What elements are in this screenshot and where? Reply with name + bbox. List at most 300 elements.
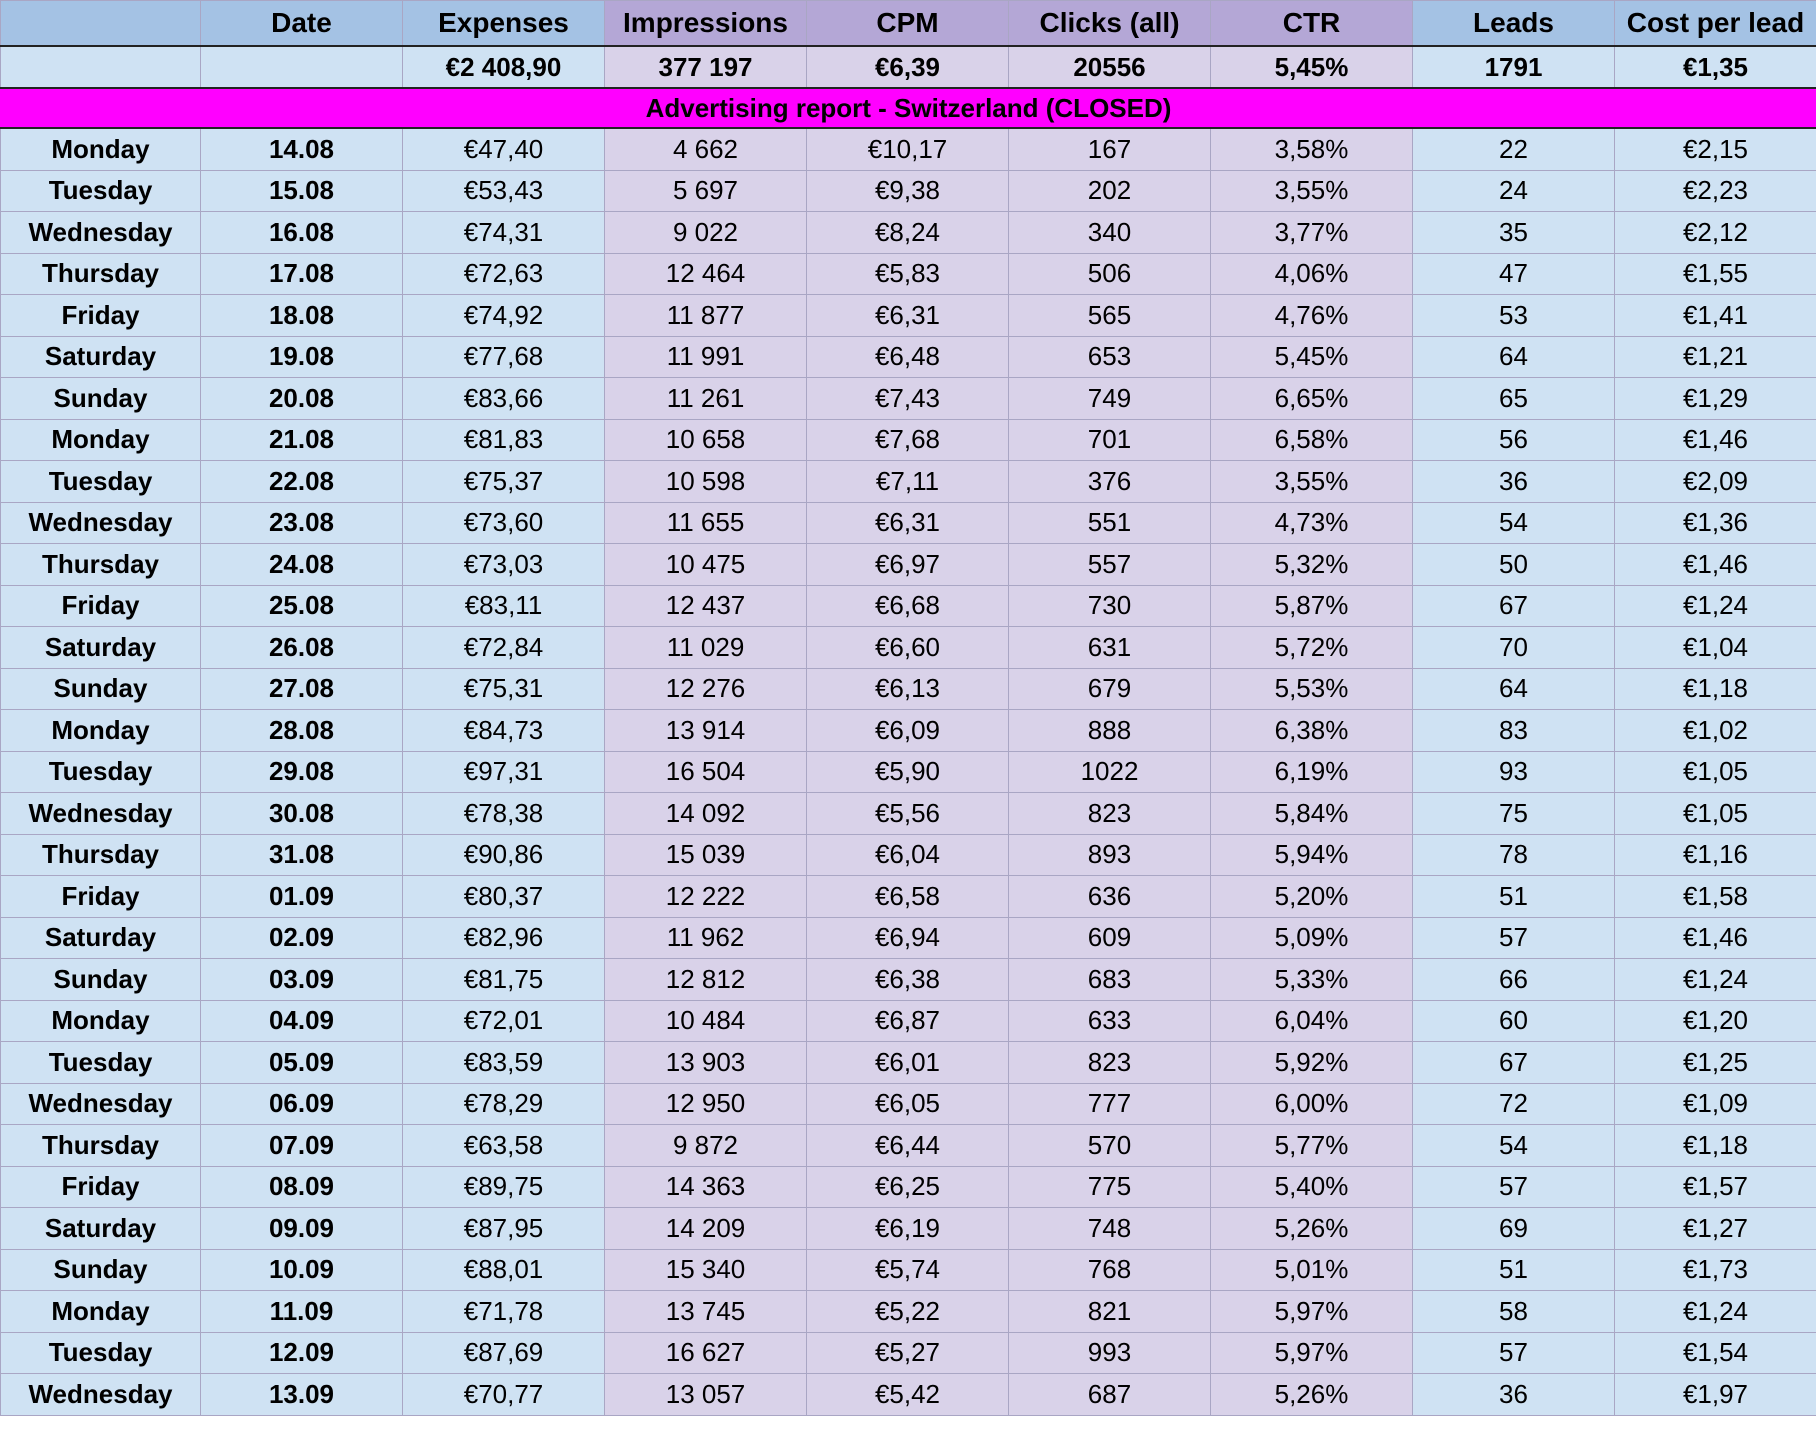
cell-day[interactable]: Wednesday [1, 212, 201, 254]
cell-impressions[interactable]: 14 209 [605, 1208, 807, 1250]
cell-cost-per-lead[interactable]: €1,09 [1615, 1083, 1816, 1125]
cell-cpm[interactable]: €7,11 [807, 461, 1009, 503]
cell-leads[interactable]: 51 [1413, 876, 1615, 918]
cell-leads[interactable]: 64 [1413, 336, 1615, 378]
cell-ctr[interactable]: 5,87% [1211, 585, 1413, 627]
cell-leads[interactable]: 78 [1413, 834, 1615, 876]
cell-cpm[interactable]: €6,38 [807, 959, 1009, 1001]
cell-cost-per-lead[interactable]: €1,04 [1615, 627, 1816, 669]
cell-day[interactable]: Sunday [1, 959, 201, 1001]
total-cell-cost-per-lead[interactable]: €1,35 [1615, 46, 1816, 88]
cell-clicks[interactable]: 888 [1009, 710, 1211, 752]
cell-date[interactable]: 15.08 [201, 170, 403, 212]
cell-clicks[interactable]: 551 [1009, 502, 1211, 544]
cell-ctr[interactable]: 5,01% [1211, 1249, 1413, 1291]
cell-cpm[interactable]: €5,83 [807, 253, 1009, 295]
cell-cost-per-lead[interactable]: €1,54 [1615, 1332, 1816, 1374]
cell-day[interactable]: Monday [1, 419, 201, 461]
header-cell-day[interactable] [1, 1, 201, 47]
cell-cost-per-lead[interactable]: €1,16 [1615, 834, 1816, 876]
cell-impressions[interactable]: 9 872 [605, 1125, 807, 1167]
cell-clicks[interactable]: 821 [1009, 1291, 1211, 1333]
cell-impressions[interactable]: 11 655 [605, 502, 807, 544]
cell-expenses[interactable]: €71,78 [403, 1291, 605, 1333]
cell-clicks[interactable]: 823 [1009, 793, 1211, 835]
cell-impressions[interactable]: 11 029 [605, 627, 807, 669]
cell-expenses[interactable]: €83,59 [403, 1042, 605, 1084]
cell-clicks[interactable]: 768 [1009, 1249, 1211, 1291]
cell-day[interactable]: Sunday [1, 1249, 201, 1291]
cell-cpm[interactable]: €6,31 [807, 502, 1009, 544]
cell-leads[interactable]: 57 [1413, 1166, 1615, 1208]
cell-clicks[interactable]: 202 [1009, 170, 1211, 212]
cell-cost-per-lead[interactable]: €1,24 [1615, 1291, 1816, 1333]
cell-impressions[interactable]: 10 484 [605, 1000, 807, 1042]
cell-cpm[interactable]: €5,42 [807, 1374, 1009, 1416]
cell-day[interactable]: Monday [1, 1291, 201, 1333]
header-cell-cpm[interactable]: CPM [807, 1, 1009, 47]
total-cell-date[interactable] [201, 46, 403, 88]
cell-date[interactable]: 22.08 [201, 461, 403, 503]
cell-day[interactable]: Thursday [1, 1125, 201, 1167]
cell-ctr[interactable]: 5,45% [1211, 336, 1413, 378]
cell-ctr[interactable]: 5,53% [1211, 668, 1413, 710]
cell-ctr[interactable]: 6,04% [1211, 1000, 1413, 1042]
cell-expenses[interactable]: €72,84 [403, 627, 605, 669]
cell-day[interactable]: Tuesday [1, 461, 201, 503]
cell-ctr[interactable]: 3,58% [1211, 128, 1413, 170]
cell-impressions[interactable]: 11 261 [605, 378, 807, 420]
cell-cpm[interactable]: €5,22 [807, 1291, 1009, 1333]
cell-date[interactable]: 12.09 [201, 1332, 403, 1374]
cell-cpm[interactable]: €7,68 [807, 419, 1009, 461]
cell-day[interactable]: Friday [1, 585, 201, 627]
table-row [1, 1249, 1816, 1291]
total-cell-impressions[interactable]: 377 197 [605, 46, 807, 88]
cell-cpm[interactable]: €6,48 [807, 336, 1009, 378]
cell-day[interactable]: Thursday [1, 544, 201, 586]
total-cell-cpm[interactable]: €6,39 [807, 46, 1009, 88]
cell-cost-per-lead[interactable]: €1,41 [1615, 295, 1816, 337]
cell-cost-per-lead[interactable]: €1,97 [1615, 1374, 1816, 1416]
cell-cpm[interactable]: €6,87 [807, 1000, 1009, 1042]
cell-day[interactable]: Wednesday [1, 793, 201, 835]
cell-day[interactable]: Tuesday [1, 1042, 201, 1084]
cell-ctr[interactable]: 5,97% [1211, 1291, 1413, 1333]
cell-expenses[interactable]: €90,86 [403, 834, 605, 876]
cell-cpm[interactable]: €6,60 [807, 627, 1009, 669]
cell-expenses[interactable]: €80,37 [403, 876, 605, 918]
cell-cost-per-lead[interactable]: €2,09 [1615, 461, 1816, 503]
cell-date[interactable]: 14.08 [201, 128, 403, 170]
cell-impressions[interactable]: 12 464 [605, 253, 807, 295]
cell-expenses[interactable]: €75,37 [403, 461, 605, 503]
cell-cpm[interactable]: €6,58 [807, 876, 1009, 918]
total-cell-ctr[interactable]: 5,45% [1211, 46, 1413, 88]
cell-leads[interactable]: 66 [1413, 959, 1615, 1001]
cell-ctr[interactable]: 5,26% [1211, 1374, 1413, 1416]
cell-clicks[interactable]: 570 [1009, 1125, 1211, 1167]
cell-day[interactable]: Thursday [1, 253, 201, 295]
cell-expenses[interactable]: €73,60 [403, 502, 605, 544]
cell-leads[interactable]: 56 [1413, 419, 1615, 461]
cell-date[interactable]: 31.08 [201, 834, 403, 876]
cell-expenses[interactable]: €74,92 [403, 295, 605, 337]
cell-ctr[interactable]: 4,76% [1211, 295, 1413, 337]
cell-leads[interactable]: 83 [1413, 710, 1615, 752]
cell-expenses[interactable]: €47,40 [403, 128, 605, 170]
cell-cpm[interactable]: €6,31 [807, 295, 1009, 337]
cell-impressions[interactable]: 11 962 [605, 917, 807, 959]
cell-cost-per-lead[interactable]: €1,21 [1615, 336, 1816, 378]
cell-impressions[interactable]: 12 950 [605, 1083, 807, 1125]
cell-impressions[interactable]: 10 658 [605, 419, 807, 461]
cell-date[interactable]: 17.08 [201, 253, 403, 295]
cell-leads[interactable]: 50 [1413, 544, 1615, 586]
header-cell-impressions[interactable]: Impressions [605, 1, 807, 47]
cell-clicks[interactable]: 823 [1009, 1042, 1211, 1084]
cell-date[interactable]: 29.08 [201, 751, 403, 793]
cell-ctr[interactable]: 5,97% [1211, 1332, 1413, 1374]
cell-expenses[interactable]: €70,77 [403, 1374, 605, 1416]
cell-impressions[interactable]: 12 812 [605, 959, 807, 1001]
cell-date[interactable]: 05.09 [201, 1042, 403, 1084]
cell-cost-per-lead[interactable]: €2,12 [1615, 212, 1816, 254]
cell-date[interactable]: 02.09 [201, 917, 403, 959]
cell-day[interactable]: Monday [1, 128, 201, 170]
cell-date[interactable]: 09.09 [201, 1208, 403, 1250]
total-cell-day[interactable] [1, 46, 201, 88]
cell-leads[interactable]: 70 [1413, 627, 1615, 669]
cell-impressions[interactable]: 10 598 [605, 461, 807, 503]
cell-leads[interactable]: 69 [1413, 1208, 1615, 1250]
cell-expenses[interactable]: €81,83 [403, 419, 605, 461]
cell-date[interactable]: 11.09 [201, 1291, 403, 1333]
cell-clicks[interactable]: 633 [1009, 1000, 1211, 1042]
cell-day[interactable]: Saturday [1, 1208, 201, 1250]
cell-impressions[interactable]: 15 340 [605, 1249, 807, 1291]
cell-cpm[interactable]: €7,43 [807, 378, 1009, 420]
cell-expenses[interactable]: €83,66 [403, 378, 605, 420]
cell-leads[interactable]: 58 [1413, 1291, 1615, 1333]
cell-cpm[interactable]: €6,05 [807, 1083, 1009, 1125]
cell-ctr[interactable]: 5,77% [1211, 1125, 1413, 1167]
cell-ctr[interactable]: 5,94% [1211, 834, 1413, 876]
cell-expenses[interactable]: €97,31 [403, 751, 605, 793]
cell-leads[interactable]: 57 [1413, 1332, 1615, 1374]
cell-day[interactable]: Tuesday [1, 1332, 201, 1374]
cell-leads[interactable]: 36 [1413, 1374, 1615, 1416]
cell-ctr[interactable]: 5,92% [1211, 1042, 1413, 1084]
cell-leads[interactable]: 35 [1413, 212, 1615, 254]
cell-date[interactable]: 26.08 [201, 627, 403, 669]
cell-impressions[interactable]: 16 504 [605, 751, 807, 793]
cell-date[interactable]: 25.08 [201, 585, 403, 627]
cell-impressions[interactable]: 9 022 [605, 212, 807, 254]
cell-expenses[interactable]: €84,73 [403, 710, 605, 752]
cell-impressions[interactable]: 13 057 [605, 1374, 807, 1416]
cell-clicks[interactable]: 557 [1009, 544, 1211, 586]
cell-ctr[interactable]: 6,00% [1211, 1083, 1413, 1125]
cell-clicks[interactable]: 636 [1009, 876, 1211, 918]
cell-expenses[interactable]: €73,03 [403, 544, 605, 586]
cell-impressions[interactable]: 10 475 [605, 544, 807, 586]
header-cell-date[interactable]: Date [201, 1, 403, 47]
cell-expenses[interactable]: €53,43 [403, 170, 605, 212]
cell-clicks[interactable]: 565 [1009, 295, 1211, 337]
cell-leads[interactable]: 54 [1413, 502, 1615, 544]
cell-leads[interactable]: 47 [1413, 253, 1615, 295]
cell-date[interactable]: 16.08 [201, 212, 403, 254]
cell-cost-per-lead[interactable]: €1,57 [1615, 1166, 1816, 1208]
cell-cost-per-lead[interactable]: €1,36 [1615, 502, 1816, 544]
cell-date[interactable]: 19.08 [201, 336, 403, 378]
total-cell-clicks[interactable]: 20556 [1009, 46, 1211, 88]
cell-impressions[interactable]: 11 991 [605, 336, 807, 378]
cell-day[interactable]: Tuesday [1, 170, 201, 212]
cell-ctr[interactable]: 5,09% [1211, 917, 1413, 959]
cell-cost-per-lead[interactable]: €1,18 [1615, 668, 1816, 710]
cell-impressions[interactable]: 15 039 [605, 834, 807, 876]
cell-cost-per-lead[interactable]: €1,46 [1615, 544, 1816, 586]
cell-impressions[interactable]: 14 092 [605, 793, 807, 835]
cell-day[interactable]: Wednesday [1, 1083, 201, 1125]
cell-expenses[interactable]: €78,38 [403, 793, 605, 835]
cell-impressions[interactable]: 14 363 [605, 1166, 807, 1208]
cell-ctr[interactable]: 6,38% [1211, 710, 1413, 752]
cell-cpm[interactable]: €5,74 [807, 1249, 1009, 1291]
cell-cost-per-lead[interactable]: €1,55 [1615, 253, 1816, 295]
cell-date[interactable]: 03.09 [201, 959, 403, 1001]
cell-cost-per-lead[interactable]: €1,05 [1615, 793, 1816, 835]
cell-expenses[interactable]: €88,01 [403, 1249, 605, 1291]
cell-day[interactable]: Tuesday [1, 751, 201, 793]
cell-day[interactable]: Sunday [1, 378, 201, 420]
cell-ctr[interactable]: 6,58% [1211, 419, 1413, 461]
cell-clicks[interactable]: 679 [1009, 668, 1211, 710]
cell-date[interactable]: 08.09 [201, 1166, 403, 1208]
cell-day[interactable]: Friday [1, 1166, 201, 1208]
cell-day[interactable]: Saturday [1, 336, 201, 378]
cell-date[interactable]: 06.09 [201, 1083, 403, 1125]
cell-cpm[interactable]: €6,13 [807, 668, 1009, 710]
header-cell-leads[interactable]: Leads [1413, 1, 1615, 47]
cell-ctr[interactable]: 3,77% [1211, 212, 1413, 254]
cell-day[interactable]: Monday [1, 1000, 201, 1042]
cell-clicks[interactable]: 730 [1009, 585, 1211, 627]
cell-date[interactable]: 10.09 [201, 1249, 403, 1291]
cell-day[interactable]: Wednesday [1, 1374, 201, 1416]
cell-clicks[interactable]: 653 [1009, 336, 1211, 378]
cell-date[interactable]: 20.08 [201, 378, 403, 420]
cell-clicks[interactable]: 749 [1009, 378, 1211, 420]
cell-cost-per-lead[interactable]: €1,46 [1615, 419, 1816, 461]
cell-clicks[interactable]: 993 [1009, 1332, 1211, 1374]
cell-cpm[interactable]: €10,17 [807, 128, 1009, 170]
cell-clicks[interactable]: 687 [1009, 1374, 1211, 1416]
cell-expenses[interactable]: €72,63 [403, 253, 605, 295]
cell-day[interactable]: Sunday [1, 668, 201, 710]
header-cell-expenses[interactable]: Expenses [403, 1, 605, 47]
cell-expenses[interactable]: €77,68 [403, 336, 605, 378]
cell-cost-per-lead[interactable]: €1,20 [1615, 1000, 1816, 1042]
cell-leads[interactable]: 72 [1413, 1083, 1615, 1125]
cell-ctr[interactable]: 4,06% [1211, 253, 1413, 295]
cell-leads[interactable]: 24 [1413, 170, 1615, 212]
cell-cost-per-lead[interactable]: €2,15 [1615, 128, 1816, 170]
cell-expenses[interactable]: €78,29 [403, 1083, 605, 1125]
cell-ctr[interactable]: 5,33% [1211, 959, 1413, 1001]
cell-expenses[interactable]: €87,69 [403, 1332, 605, 1374]
cell-leads[interactable]: 67 [1413, 585, 1615, 627]
cell-leads[interactable]: 60 [1413, 1000, 1615, 1042]
cell-day[interactable]: Friday [1, 876, 201, 918]
cell-clicks[interactable]: 340 [1009, 212, 1211, 254]
cell-impressions[interactable]: 13 745 [605, 1291, 807, 1333]
cell-ctr[interactable]: 6,19% [1211, 751, 1413, 793]
cell-date[interactable]: 30.08 [201, 793, 403, 835]
cell-ctr[interactable]: 3,55% [1211, 170, 1413, 212]
cell-leads[interactable]: 36 [1413, 461, 1615, 503]
total-cell-leads[interactable]: 1791 [1413, 46, 1615, 88]
cell-date[interactable]: 24.08 [201, 544, 403, 586]
cell-impressions[interactable]: 12 437 [605, 585, 807, 627]
cell-cost-per-lead[interactable]: €1,73 [1615, 1249, 1816, 1291]
cell-clicks[interactable]: 683 [1009, 959, 1211, 1001]
cell-cost-per-lead[interactable]: €1,25 [1615, 1042, 1816, 1084]
cell-day[interactable]: Saturday [1, 917, 201, 959]
cell-expenses[interactable]: €81,75 [403, 959, 605, 1001]
header-cell-clicks[interactable]: Clicks (all) [1009, 1, 1211, 47]
cell-leads[interactable]: 51 [1413, 1249, 1615, 1291]
cell-cost-per-lead[interactable]: €1,24 [1615, 585, 1816, 627]
cell-day[interactable]: Friday [1, 295, 201, 337]
cell-cost-per-lead[interactable]: €1,05 [1615, 751, 1816, 793]
cell-leads[interactable]: 54 [1413, 1125, 1615, 1167]
cell-day[interactable]: Thursday [1, 834, 201, 876]
cell-leads[interactable]: 93 [1413, 751, 1615, 793]
cell-leads[interactable]: 57 [1413, 917, 1615, 959]
cell-cost-per-lead[interactable]: €1,27 [1615, 1208, 1816, 1250]
cell-cpm[interactable]: €6,25 [807, 1166, 1009, 1208]
cell-cpm[interactable]: €5,27 [807, 1332, 1009, 1374]
cell-day[interactable]: Monday [1, 710, 201, 752]
cell-clicks[interactable]: 506 [1009, 253, 1211, 295]
cell-cpm[interactable]: €5,56 [807, 793, 1009, 835]
cell-cost-per-lead[interactable]: €2,23 [1615, 170, 1816, 212]
cell-clicks[interactable]: 748 [1009, 1208, 1211, 1250]
cell-clicks[interactable]: 777 [1009, 1083, 1211, 1125]
cell-impressions[interactable]: 12 276 [605, 668, 807, 710]
header-cell-cost-per-lead[interactable]: Cost per lead [1615, 1, 1816, 47]
cell-ctr[interactable]: 3,55% [1211, 461, 1413, 503]
cell-cpm[interactable]: €8,24 [807, 212, 1009, 254]
cell-cost-per-lead[interactable]: €1,29 [1615, 378, 1816, 420]
header-cell-ctr[interactable]: CTR [1211, 1, 1413, 47]
cell-ctr[interactable]: 5,26% [1211, 1208, 1413, 1250]
cell-expenses[interactable]: €72,01 [403, 1000, 605, 1042]
total-cell-expenses[interactable]: €2 408,90 [403, 46, 605, 88]
cell-ctr[interactable]: 5,20% [1211, 876, 1413, 918]
cell-ctr[interactable]: 5,72% [1211, 627, 1413, 669]
cell-leads[interactable]: 75 [1413, 793, 1615, 835]
cell-date[interactable]: 27.08 [201, 668, 403, 710]
cell-cpm[interactable]: €6,68 [807, 585, 1009, 627]
cell-date[interactable]: 04.09 [201, 1000, 403, 1042]
cell-impressions[interactable]: 4 662 [605, 128, 807, 170]
cell-leads[interactable]: 64 [1413, 668, 1615, 710]
table-row [1, 917, 1816, 959]
cell-cpm[interactable]: €6,97 [807, 544, 1009, 586]
cell-impressions[interactable]: 13 903 [605, 1042, 807, 1084]
cell-ctr[interactable]: 6,65% [1211, 378, 1413, 420]
cell-impressions[interactable]: 5 697 [605, 170, 807, 212]
cell-cpm[interactable]: €6,94 [807, 917, 1009, 959]
cell-clicks[interactable]: 1022 [1009, 751, 1211, 793]
cell-cpm[interactable]: €6,01 [807, 1042, 1009, 1084]
cell-date[interactable]: 23.08 [201, 502, 403, 544]
cell-clicks[interactable]: 775 [1009, 1166, 1211, 1208]
cell-clicks[interactable]: 701 [1009, 419, 1211, 461]
cell-ctr[interactable]: 4,73% [1211, 502, 1413, 544]
cell-date[interactable]: 28.08 [201, 710, 403, 752]
cell-expenses[interactable]: €63,58 [403, 1125, 605, 1167]
cell-cpm[interactable]: €5,90 [807, 751, 1009, 793]
cell-date[interactable]: 18.08 [201, 295, 403, 337]
cell-expenses[interactable]: €75,31 [403, 668, 605, 710]
cell-expenses[interactable]: €83,11 [403, 585, 605, 627]
cell-cost-per-lead[interactable]: €1,02 [1615, 710, 1816, 752]
cell-date[interactable]: 21.08 [201, 419, 403, 461]
cell-impressions[interactable]: 12 222 [605, 876, 807, 918]
cell-impressions[interactable]: 11 877 [605, 295, 807, 337]
cell-cpm[interactable]: €6,04 [807, 834, 1009, 876]
report-banner[interactable]: Advertising report - Switzerland (CLOSED) [1, 88, 1816, 128]
cell-clicks[interactable]: 167 [1009, 128, 1211, 170]
cell-cost-per-lead[interactable]: €1,24 [1615, 959, 1816, 1001]
cell-cpm[interactable]: €6,09 [807, 710, 1009, 752]
cell-expenses[interactable]: €74,31 [403, 212, 605, 254]
cell-ctr[interactable]: 5,40% [1211, 1166, 1413, 1208]
cell-leads[interactable]: 67 [1413, 1042, 1615, 1084]
cell-leads[interactable]: 65 [1413, 378, 1615, 420]
cell-cost-per-lead[interactable]: €1,46 [1615, 917, 1816, 959]
cell-clicks[interactable]: 631 [1009, 627, 1211, 669]
cell-cpm[interactable]: €6,44 [807, 1125, 1009, 1167]
cell-day[interactable]: Wednesday [1, 502, 201, 544]
cell-cpm[interactable]: €6,19 [807, 1208, 1009, 1250]
cell-clicks[interactable]: 893 [1009, 834, 1211, 876]
cell-day[interactable]: Saturday [1, 627, 201, 669]
cell-expenses[interactable]: €87,95 [403, 1208, 605, 1250]
cell-expenses[interactable]: €82,96 [403, 917, 605, 959]
cell-cpm[interactable]: €9,38 [807, 170, 1009, 212]
cell-date[interactable]: 13.09 [201, 1374, 403, 1416]
cell-ctr[interactable]: 5,32% [1211, 544, 1413, 586]
cell-cost-per-lead[interactable]: €1,58 [1615, 876, 1816, 918]
cell-impressions[interactable]: 13 914 [605, 710, 807, 752]
cell-date[interactable]: 01.09 [201, 876, 403, 918]
cell-ctr[interactable]: 5,84% [1211, 793, 1413, 835]
cell-leads[interactable]: 53 [1413, 295, 1615, 337]
cell-leads[interactable]: 22 [1413, 128, 1615, 170]
cell-clicks[interactable]: 376 [1009, 461, 1211, 503]
cell-date[interactable]: 07.09 [201, 1125, 403, 1167]
cell-impressions[interactable]: 16 627 [605, 1332, 807, 1374]
cell-clicks[interactable]: 609 [1009, 917, 1211, 959]
cell-expenses[interactable]: €89,75 [403, 1166, 605, 1208]
cell-cost-per-lead[interactable]: €1,18 [1615, 1125, 1816, 1167]
